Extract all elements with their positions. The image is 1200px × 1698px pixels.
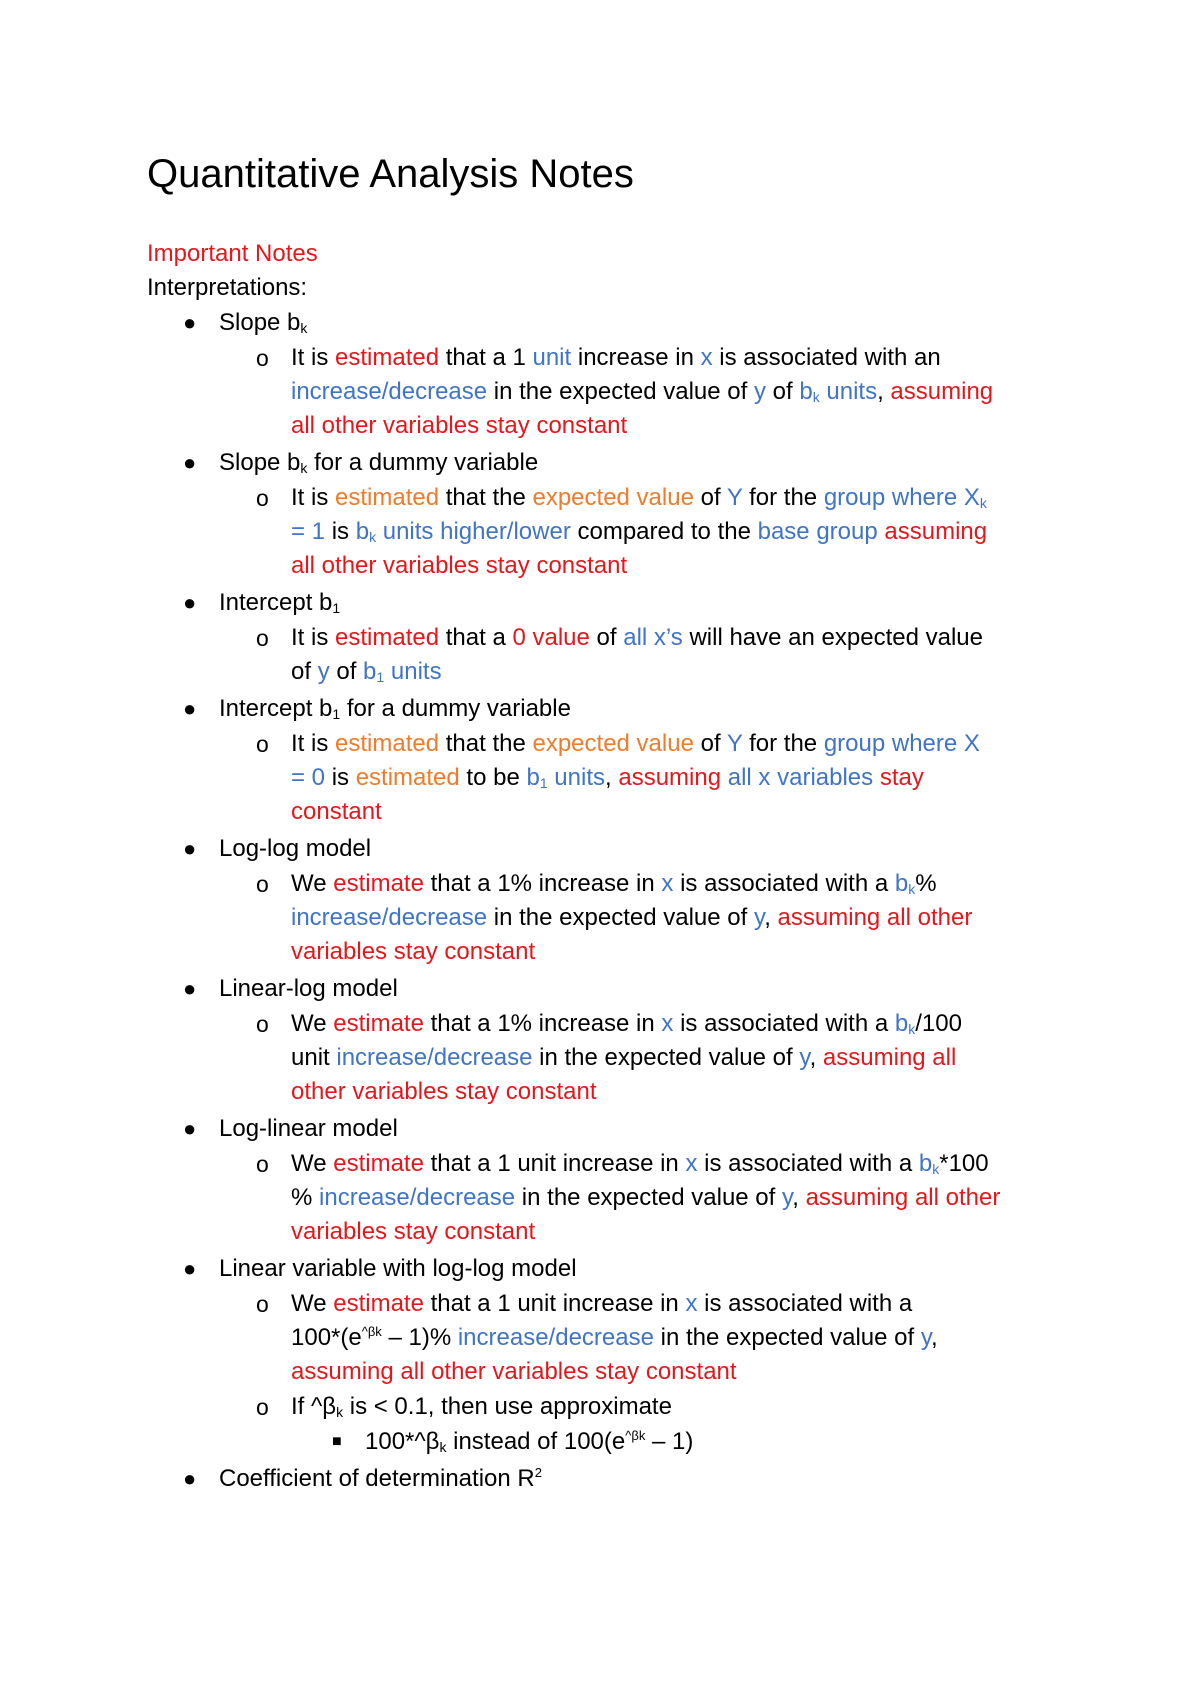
log-linear-line-2: % increase/decrease in the expected value of y, assuming all other <box>291 1184 1001 1211</box>
linear-log-line-1: We estimate that a 1% increase in x is associated with a $b_k/100$ <box>291 1010 962 1037</box>
section-intercept-dummy-heading: Intercept $b_1$ for a dummy variable <box>219 695 571 722</box>
section-slope-heading: Slope $b_k$ <box>219 309 308 336</box>
slope-dummy-line-3: all other variables stay constant <box>291 552 628 579</box>
linear-variable-line-3: assuming all other variables stay constant <box>291 1358 737 1385</box>
bullet-icon: ● <box>183 310 197 335</box>
slope-line-2: increase/decrease in the expected value of y of $b_k$ units, assuming <box>291 378 994 405</box>
bullet-icon: ● <box>183 836 197 861</box>
section-linear-variable-heading: Linear variable with log-log model <box>219 1255 577 1282</box>
bullet-icon: ● <box>183 696 197 721</box>
intercept-line-2: of y of $b_1$ units <box>291 658 442 685</box>
bullet-icon: ● <box>183 1256 197 1281</box>
bullet-icon: ● <box>183 1466 197 1491</box>
hollow-circle-icon: o <box>256 1291 269 1317</box>
hollow-circle-icon: o <box>256 625 269 651</box>
intercept-dummy-line-2: = 0 is estimated to be $b_1$ units, assuming all x variables stay <box>291 764 924 791</box>
bullet-icon: ● <box>183 450 197 475</box>
section-linear-log-heading: Linear-log model <box>219 975 398 1002</box>
log-log-line-3: variables stay constant <box>291 938 536 965</box>
hollow-circle-icon: o <box>256 1011 269 1037</box>
approximation-formula: $100*\^{}\beta_k$ instead of $100(e^{\^{}\beta k} - 1)$ <box>365 1428 694 1455</box>
hollow-circle-icon: o <box>256 871 269 897</box>
linear-variable-line-2: $100*(e^{\^{}\beta k} - 1)\%$ increase/decrease in the expected value of y, <box>291 1324 938 1351</box>
linear-log-line-2: unit increase/decrease in the expected value of y, assuming all <box>291 1044 957 1071</box>
section-slope-dummy-heading: Slope $b_k$ for a dummy variable <box>219 449 539 476</box>
section-intercept-heading: Intercept $b_1$ <box>219 589 341 616</box>
square-bullet-icon: ■ <box>332 1433 342 1450</box>
section-coefficient-heading: Coefficient of determination $R^2$ <box>219 1465 542 1492</box>
intercept-dummy-line-3: constant <box>291 798 382 825</box>
intercept-line-1: It is estimated that a 0 value of all x’s will have an expected value <box>291 624 983 651</box>
bullet-icon: ● <box>183 976 197 1001</box>
section-log-log-heading: Log-log model <box>219 835 372 862</box>
hollow-circle-icon: o <box>256 1394 269 1420</box>
slope-line-1: It is estimated that a 1 unit increase in x is associated with an <box>291 344 941 371</box>
linear-log-line-3: other variables stay constant <box>291 1078 597 1105</box>
log-log-line-1: We estimate that a 1% increase in x is associated with a $b_k\%$ <box>291 870 937 897</box>
intercept-dummy-line-1: It is estimated that the expected value of Y for the group where X <box>291 730 980 757</box>
hollow-circle-icon: o <box>256 345 269 371</box>
log-log-line-2: increase/decrease in the expected value of y, assuming all other <box>291 904 973 931</box>
log-linear-line-3: variables stay constant <box>291 1218 536 1245</box>
interpretations-heading: Interpretations: <box>147 274 308 301</box>
log-linear-line-1: We estimate that a 1 unit increase in x is associated with a $b_k*100$ <box>291 1150 989 1177</box>
section-log-linear-heading: Log-linear model <box>219 1115 398 1142</box>
slope-line-3: all other variables stay constant <box>291 412 628 439</box>
important-notes-heading: Important Notes <box>147 240 318 267</box>
hollow-circle-icon: o <box>256 485 269 511</box>
approximation-rule: If $\^{}\beta_k$ is < 0.1, then use approximate <box>291 1393 672 1420</box>
bullet-icon: ● <box>183 590 197 615</box>
bullet-icon: ● <box>183 1116 197 1141</box>
page-title: Quantitative Analysis Notes <box>147 152 634 196</box>
hollow-circle-icon: o <box>256 731 269 757</box>
slope-dummy-line-1: It is estimated that the expected value of Y for the group where $X_k$ <box>291 484 987 511</box>
slope-dummy-line-2: = 1 is $b_k$ units higher/lower compared to the base group assuming <box>291 518 988 545</box>
linear-variable-line-1: We estimate that a 1 unit increase in x is associated with a <box>291 1290 913 1317</box>
hollow-circle-icon: o <box>256 1151 269 1177</box>
